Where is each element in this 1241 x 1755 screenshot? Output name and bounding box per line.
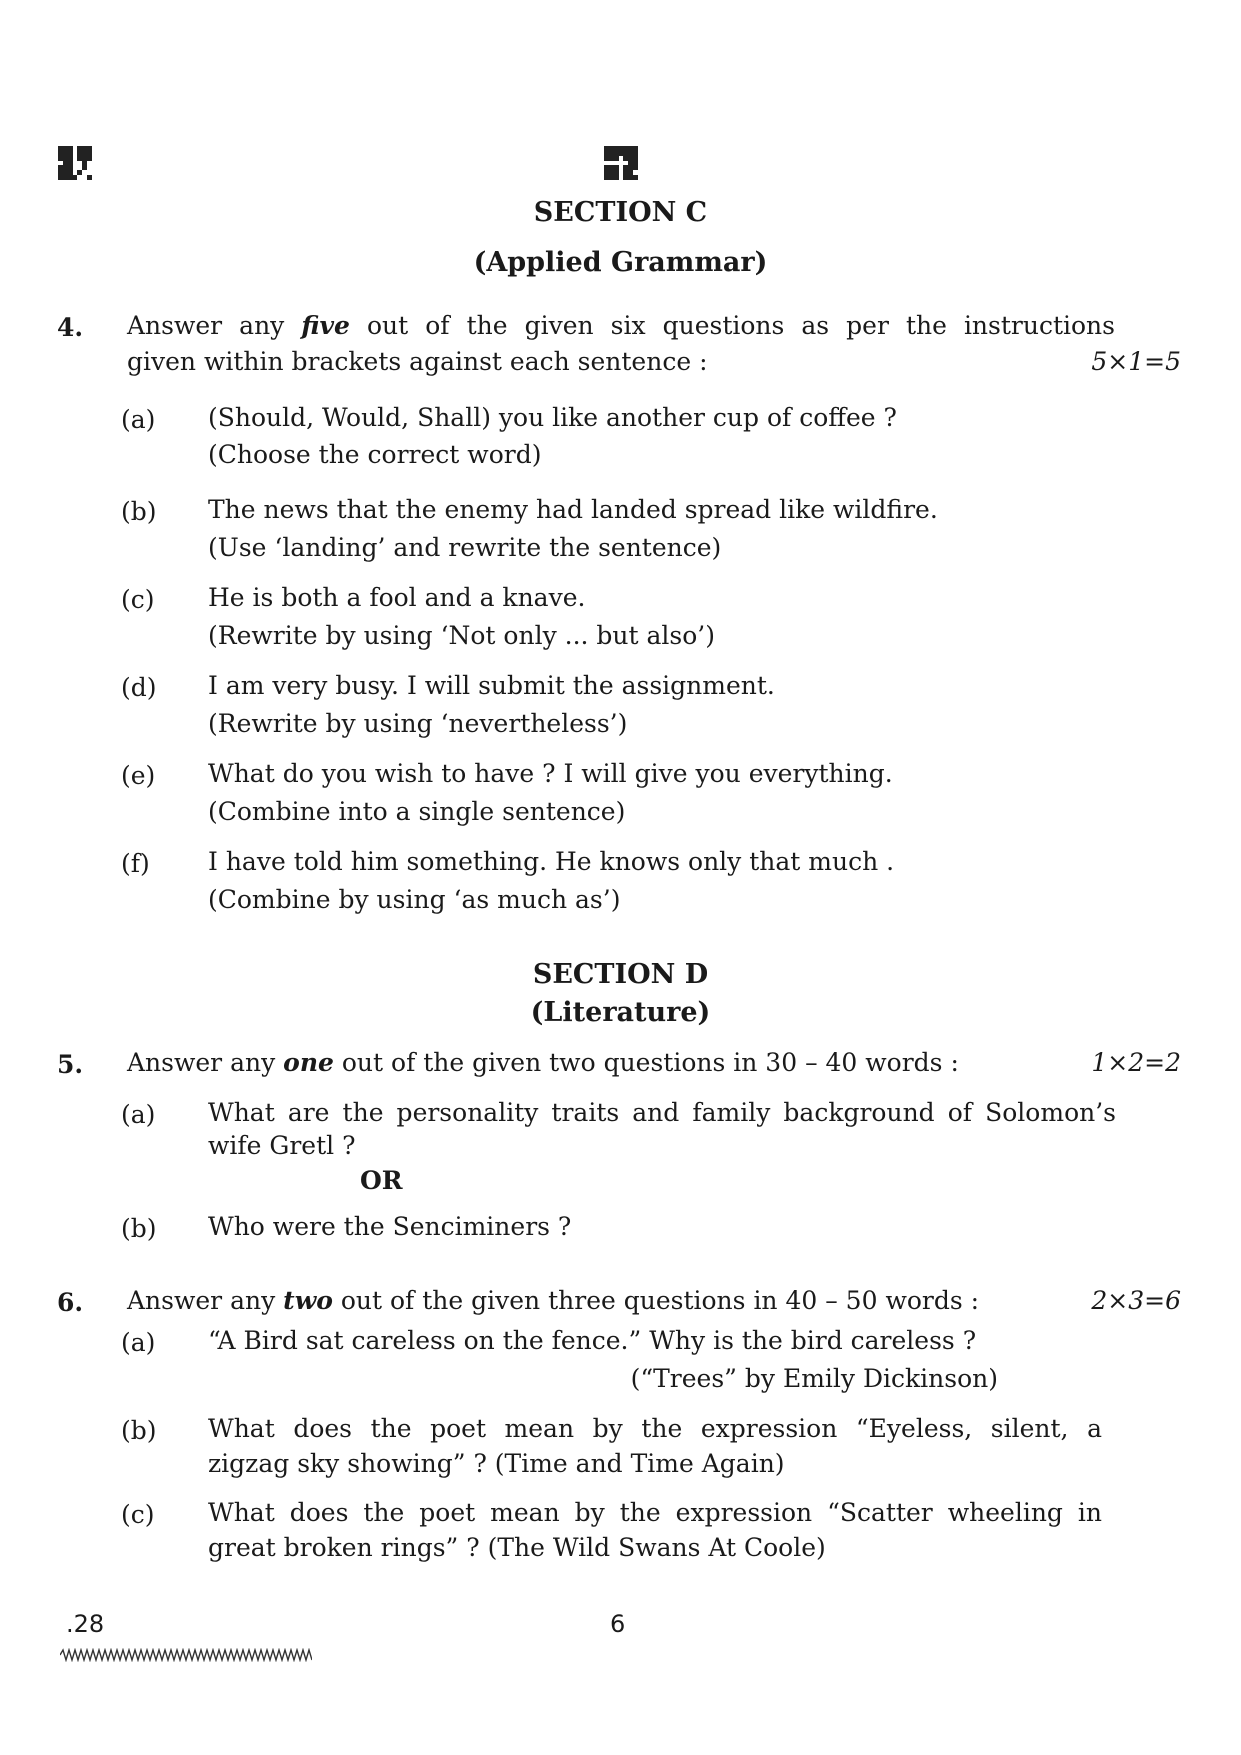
question-5-stem-pre: Answer any	[127, 1048, 284, 1077]
question-6-stem-post: out of the given three questions in 40 – 50 words :	[332, 1286, 980, 1315]
q6-part-b-line2: zigzag sky showing” ? (Time and Time Again)	[208, 1449, 785, 1478]
question-6-stem-emphasis: two	[283, 1286, 333, 1315]
question-6-marks: 2×3=6	[1091, 1286, 1181, 1315]
section-d-title: SECTION D	[532, 959, 709, 990]
q4-part-f-text: I have told him something. He knows only that much .	[208, 847, 895, 876]
q4-part-a-instruction: (Choose the correct word)	[208, 440, 542, 469]
question-5-stem	[127, 1048, 959, 1078]
q6-part-b-label: (b)	[121, 1416, 157, 1445]
footer-paper-code: .28	[66, 1610, 105, 1638]
q4-part-a-label: (a)	[121, 405, 156, 434]
q5-part-b-text: Who were the Senciminers ?	[208, 1212, 572, 1241]
q4-part-e-instruction: (Combine into a single sentence)	[208, 797, 626, 826]
q5-part-a-line1	[208, 1098, 1116, 1128]
question-4-stem-emphasis: five	[301, 311, 350, 340]
question-4-stem-line2: given within brackets against each sentence :	[127, 347, 708, 376]
wavy-line-decoration	[60, 1648, 312, 1662]
q5-or-separator: OR	[360, 1166, 403, 1195]
q6-part-b-line1	[208, 1414, 1102, 1444]
q4-part-d-text: I am very busy. I will submit the assignment.	[208, 671, 775, 700]
section-c-subtitle: (Applied Grammar)	[473, 247, 768, 278]
question-4-marks: 5×1=5	[1091, 347, 1181, 376]
question-5-stem-post: out of the given two questions in 30 – 40 words :	[333, 1048, 959, 1077]
question-4-number: 4.	[57, 313, 84, 342]
q4-part-d-label: (d)	[121, 673, 157, 702]
section-d-subtitle: (Literature)	[530, 997, 711, 1028]
question-4-stem-line1	[127, 311, 1115, 341]
question-6-stem-pre: Answer any	[127, 1286, 284, 1315]
q4-part-b-label: (b)	[121, 497, 157, 526]
q6-part-b-line1-text: What does the poet mean by the expression “Eyeless, silent, a	[208, 1414, 1102, 1443]
q5-part-b-label: (b)	[121, 1214, 157, 1243]
q4-part-c-text: He is both a fool and a knave.	[208, 583, 586, 612]
q6-part-c-label: (c)	[121, 1500, 155, 1529]
q5-part-a-line1-text: What are the personality traits and family background of Solomon’s	[208, 1098, 1116, 1127]
q4-part-b-text: The news that the enemy had landed spread like wildfire.	[208, 495, 938, 524]
q6-part-a-label: (a)	[121, 1328, 156, 1357]
question-5-number: 5.	[57, 1050, 84, 1079]
q4-part-c-label: (c)	[121, 585, 155, 614]
question-4-stem-pre: Answer any	[127, 311, 302, 340]
q4-part-a-text: (Should, Would, Shall) you like another cup of coffee ?	[208, 403, 897, 432]
question-6-stem	[127, 1286, 979, 1316]
q5-part-a-label: (a)	[121, 1100, 156, 1129]
section-c-title: SECTION C	[533, 197, 708, 228]
question-6-number: 6.	[57, 1288, 84, 1317]
q6-part-c-line1	[208, 1498, 1102, 1528]
q4-part-b-instruction: (Use ‘landing’ and rewrite the sentence)	[208, 533, 722, 562]
q4-part-f-label: (f)	[121, 849, 150, 878]
question-5-stem-emphasis: one	[283, 1048, 334, 1077]
q4-part-c-instruction: (Rewrite by using ‘Not only ... but also’)	[208, 621, 716, 650]
question-5-marks: 1×2=2	[1091, 1048, 1181, 1077]
q4-part-e-text: What do you wish to have ? I will give you everything.	[208, 759, 893, 788]
q4-part-f-instruction: (Combine by using ‘as much as’)	[208, 885, 621, 914]
question-4-stem-post: out of the given six questions as per the instructions	[349, 311, 1115, 340]
q6-part-c-line2: great broken rings” ? (The Wild Swans At Coole)	[208, 1533, 826, 1562]
q6-part-c-line1-text: What does the poet mean by the expression “Scatter wheeling in	[208, 1498, 1102, 1527]
q5-part-a-line2: wife Gretl ?	[208, 1131, 356, 1160]
q4-part-d-instruction: (Rewrite by using ‘nevertheless’)	[208, 709, 628, 738]
q4-part-e-label: (e)	[121, 761, 156, 790]
footer-page-number: 6	[610, 1610, 626, 1638]
qr-code-left-icon	[58, 146, 92, 180]
qr-code-center-icon	[604, 146, 638, 180]
q6-part-a-source: (“Trees” by Emily Dickinson)	[630, 1364, 998, 1393]
q6-part-a-text: “A Bird sat careless on the fence.” Why is the bird careless ?	[208, 1326, 977, 1355]
